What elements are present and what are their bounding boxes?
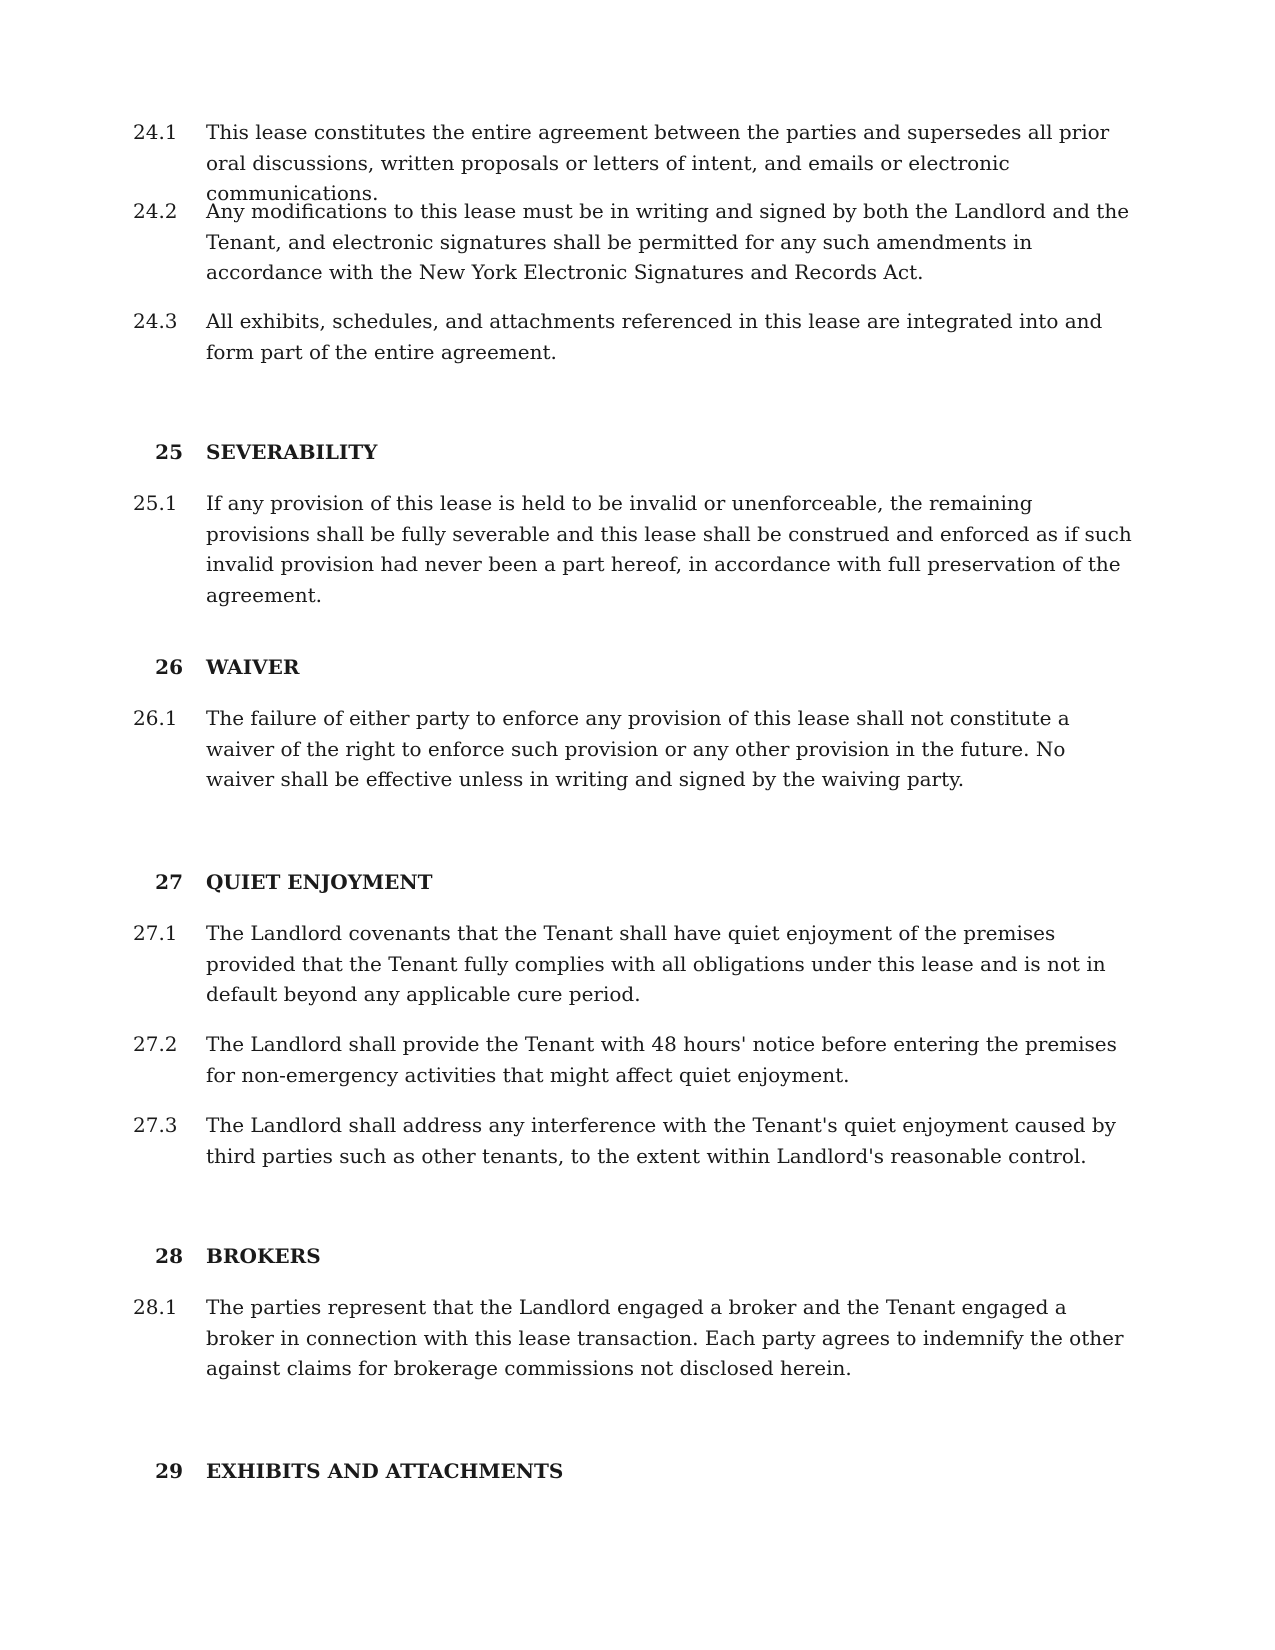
section-title: SEVERABILITY xyxy=(206,440,378,464)
section-number: 25 xyxy=(155,440,183,464)
clause-number: 24.1 xyxy=(133,120,178,144)
clause-number: 24.2 xyxy=(133,199,178,223)
section-number: 28 xyxy=(155,1244,183,1268)
clause-text: The Landlord shall provide the Tenant with 48 hours' notice before entering the premises for non-emergency activities that might affect quiet enjoyment. xyxy=(206,1032,1117,1087)
clause-number: 27.3 xyxy=(133,1113,178,1137)
clause-text: This lease constitutes the entire agreement between the parties and supersedes all prior oral discussions, written proposals or letters of intent, and emails or electronic communications. xyxy=(206,120,1110,205)
section-number: 27 xyxy=(155,870,183,894)
clause-text: All exhibits, schedules, and attachments referenced in this lease are integrated into and form part of the entire agreement. xyxy=(206,309,1103,364)
clause-number: 25.1 xyxy=(133,491,178,515)
section-title: WAIVER xyxy=(206,655,300,679)
clause-number: 26.1 xyxy=(133,706,178,730)
clause-text: Any modifications to this lease must be in writing and signed by both the Landlord and the Tenant, and electronic signatures shall be permitted for any such amendments in accordance with the New York Electronic Signatures and Records Act. xyxy=(206,199,1130,284)
section-number: 29 xyxy=(155,1459,183,1483)
section-title: BROKERS xyxy=(206,1244,321,1268)
clause-number: 27.1 xyxy=(133,921,178,945)
clause-text: The failure of either party to enforce any provision of this lease shall not constitute a waiver of the right to enforce such provision or any other provision in the future. No waiver shall be effective unless in writing and signed by the waiving party. xyxy=(206,706,1070,791)
clause-text: The Landlord covenants that the Tenant shall have quiet enjoyment of the premises provided that the Tenant fully complies with all obligations under this lease and is not in default beyond any applicable cure period. xyxy=(206,921,1106,1006)
clause-text: If any provision of this lease is held to be invalid or unenforceable, the remaining provisions shall be fully severable and this lease shall be construed and enforced as if such invalid provision had never been a part hereof, in accordance with full preservation of the agreement. xyxy=(206,491,1132,607)
section-number: 26 xyxy=(155,655,183,679)
section-title: EXHIBITS AND ATTACHMENTS xyxy=(206,1459,564,1483)
clause-number: 28.1 xyxy=(133,1295,178,1319)
clause-number: 27.2 xyxy=(133,1032,178,1056)
clause-text: The parties represent that the Landlord engaged a broker and the Tenant engaged a broker in connection with this lease transaction. Each party agrees to indemnify the other against claims for brokerage commissions not disclosed herein. xyxy=(206,1295,1124,1380)
clause-number: 24.3 xyxy=(133,309,178,333)
section-title: QUIET ENJOYMENT xyxy=(206,870,433,894)
clause-text: The Landlord shall address any interference with the Tenant's quiet enjoyment caused by third parties such as other tenants, to the extent within Landlord's reasonable control. xyxy=(206,1113,1116,1168)
